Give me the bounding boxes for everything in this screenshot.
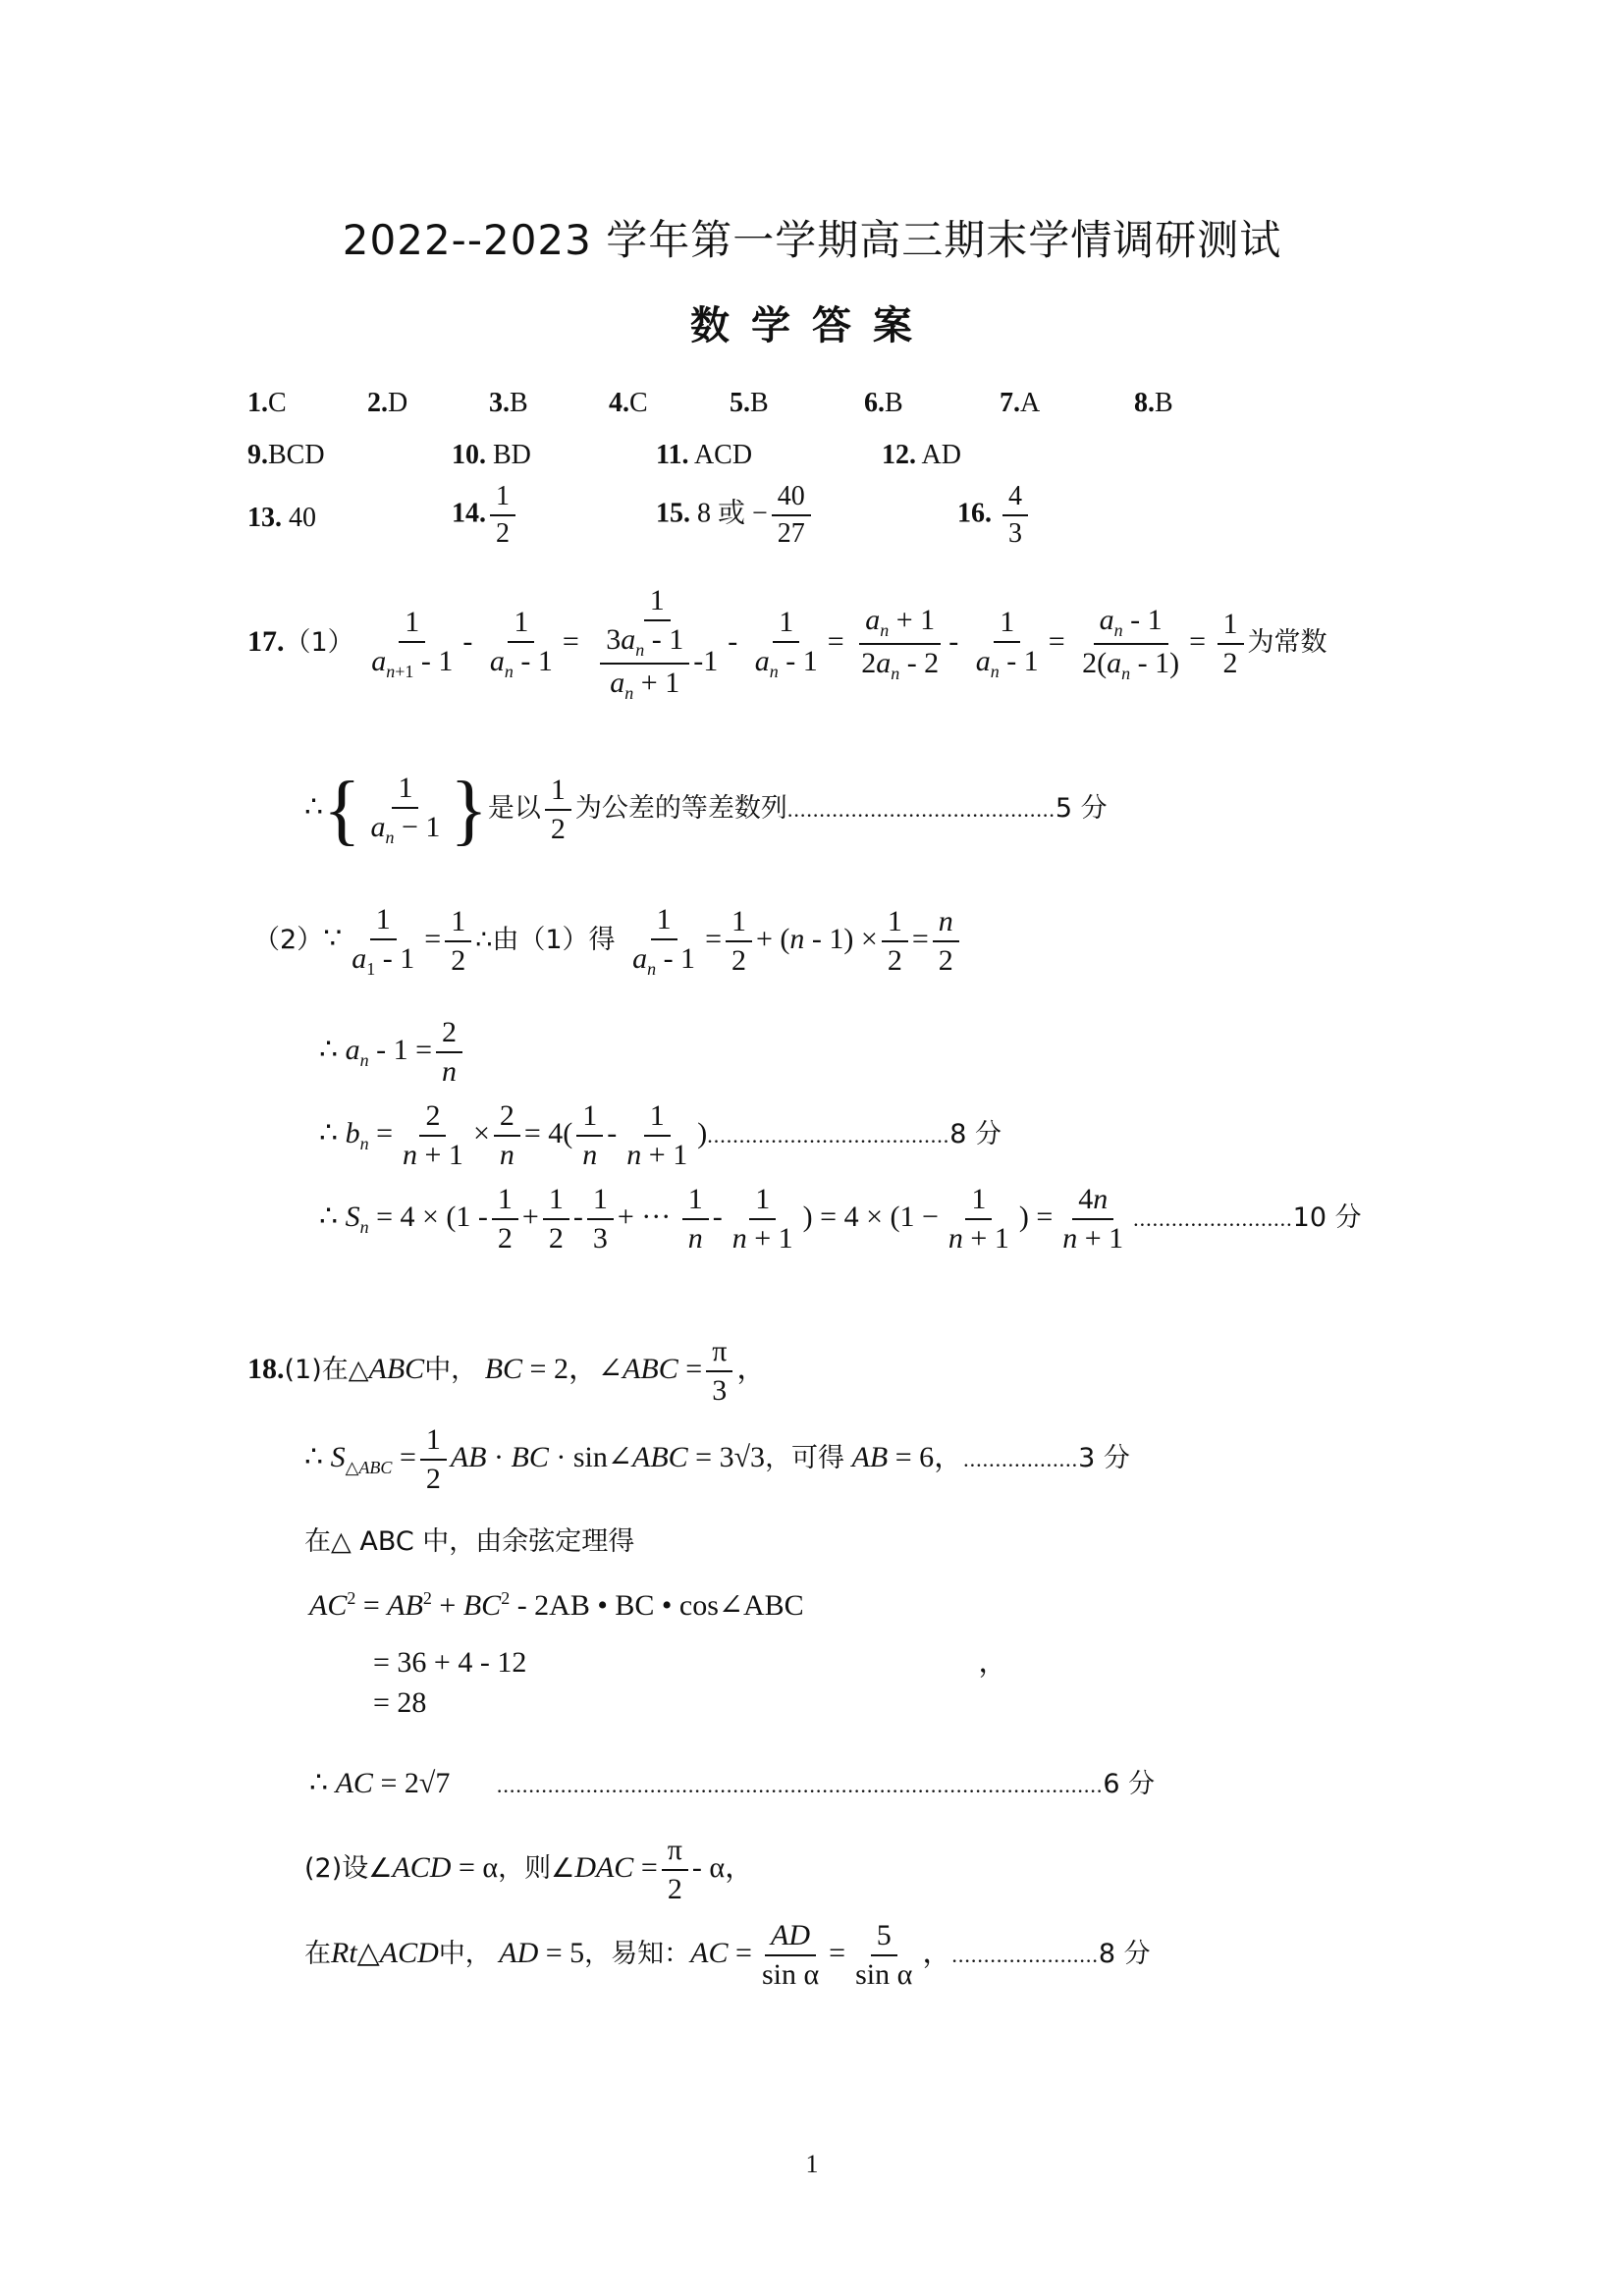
answer-12: 12. AD (882, 440, 961, 470)
q17-sequence-conclusion: ∴{ $\frac{1}{a_n - 1}$ }是以 $\frac{1}{2}$ 为公差的等差数列..........................................5 分 (304, 767, 1108, 853)
q18-ac-result: ∴ AC = 2√7 ...............................................................................................6 分 (309, 1767, 1156, 1799)
answer-13: 13. 40 (247, 503, 316, 533)
q17-bn: ∴ $b_n$ = $\frac{2}{n + 1}$ × $\frac{2}{n}$ = 4( $\frac{1}{n}$ - $\frac{1}{n + 1}$ )......................................8 分 (319, 1099, 1001, 1171)
answer-3: 3.B (489, 388, 528, 418)
q17-number: 17. (247, 624, 285, 658)
answer-1: 1.C (247, 388, 287, 418)
q18-area: ∴ $S_{\triangle ABC}$ = $\frac{1}{2}$ AB · BC · sin∠ABC = 3√3，可得 AB = 6，..................3 分 (304, 1423, 1130, 1495)
q18-score-6: 6 分 (1103, 1769, 1156, 1799)
answer-2: 2.D (367, 388, 408, 418)
answer-4: 4.C (609, 388, 648, 418)
q17-an-minus-1: ∴ $a_n - 1$ = $\frac{2}{n}$ (319, 1016, 466, 1089)
q18-part2-line1: (2)设∠ACD = α，则∠DAC = $\frac{\pi}{2}$ - α， (304, 1834, 755, 1905)
answer-10: 10. BD (452, 440, 531, 470)
answer-16: 16. $\frac{4}{3}$ (957, 481, 1032, 550)
q18-part2-line2: 在Rt△ACD中， AD = 5，易知：AC = $\frac{AD}{\text{sin α}}$ = $\frac{5}{\text{sin α}}$ ，.......................8 分 (304, 1919, 1151, 1991)
q18-cosine-intro: 在△ ABC 中，由余弦定理得 (304, 1526, 635, 1557)
answer-9: 9.BCD (247, 440, 325, 470)
answer-7: 7.A (1000, 388, 1041, 418)
page-number: 1 (805, 2150, 819, 2178)
q17-score-5: 5 分 (1055, 792, 1108, 824)
q18-score-8: 8 分 (1098, 1938, 1151, 1969)
answer-15: 15. 8 或 − $\frac{40}{27}$ (656, 481, 815, 550)
answer-14: 14. $\frac{1}{2}$ (452, 481, 519, 550)
q17-part1-equation: 17.（1） $\frac{1}{a_{n+1} - 1}$ - $\frac{1}{a_n - 1}$ = 1 $\frac{3a_n - 1}{a_n + 1}$ -1 - $\frac{1}{a_n - 1}$ = $\frac{a_n + 1}{2a_n - 2}$ - $\frac{1}{a_n - 1}$ = $\frac{a_n - 1}{2(a_n - 1)}$ = $\frac{1}{2}$ 为常数 (247, 584, 1327, 703)
page-title: 2022--2023 学年第一学期高三期末学情调研测试 (342, 216, 1282, 264)
answer-5: 5.B (730, 388, 769, 418)
answer-8: 8.B (1134, 388, 1173, 418)
q18-cosine-eq1: $AC^2 = AB^2 + BC^2 - 2AB$ • BC • cos∠ABC (309, 1588, 804, 1622)
answer-6: 6.B (864, 388, 903, 418)
q17-score-8: 8 分 (949, 1118, 1001, 1149)
q18-score-3: 3 分 (1078, 1442, 1130, 1473)
answer-11: 11. ACD (656, 440, 753, 470)
q18-line1: 18.(1)在△ABC中， BC = 2，∠ABC = $\frac{\pi}{3}$ ， (247, 1335, 767, 1407)
q18-number: 18. (247, 1352, 285, 1385)
q17-score-10: 10 分 (1292, 1201, 1362, 1233)
q18-cosine-eq3: = 28 (373, 1686, 427, 1719)
q17-sn: ∴ $S_n = 4 \times (1$ - $\frac{1}{2}$ + $\frac{1}{2}$ - $\frac{1}{3}$ + ··· $\frac{1}{n}$ - $\frac{1}{n + 1}$ ) = 4 × (1 − $\frac{1}{n + 1}$ ) = $\frac{4n}{n + 1}$ .........................10 分 (319, 1183, 1362, 1255)
q18-cosine-eq2: = 36 + 4 - 12 ， (373, 1646, 1008, 1679)
page-subtitle: 数学答案 (690, 303, 934, 348)
q17-part2-line1: （2）∵ $\frac{1}{a_1 - 1}$ = $\frac{1}{2}$ ∴由（1）得 $\frac{1}{a_n - 1}$ = $\frac{1}{2}$ + (n - 1) × $\frac{1}{2}$ = $\frac{n}{2}$ (253, 903, 963, 980)
